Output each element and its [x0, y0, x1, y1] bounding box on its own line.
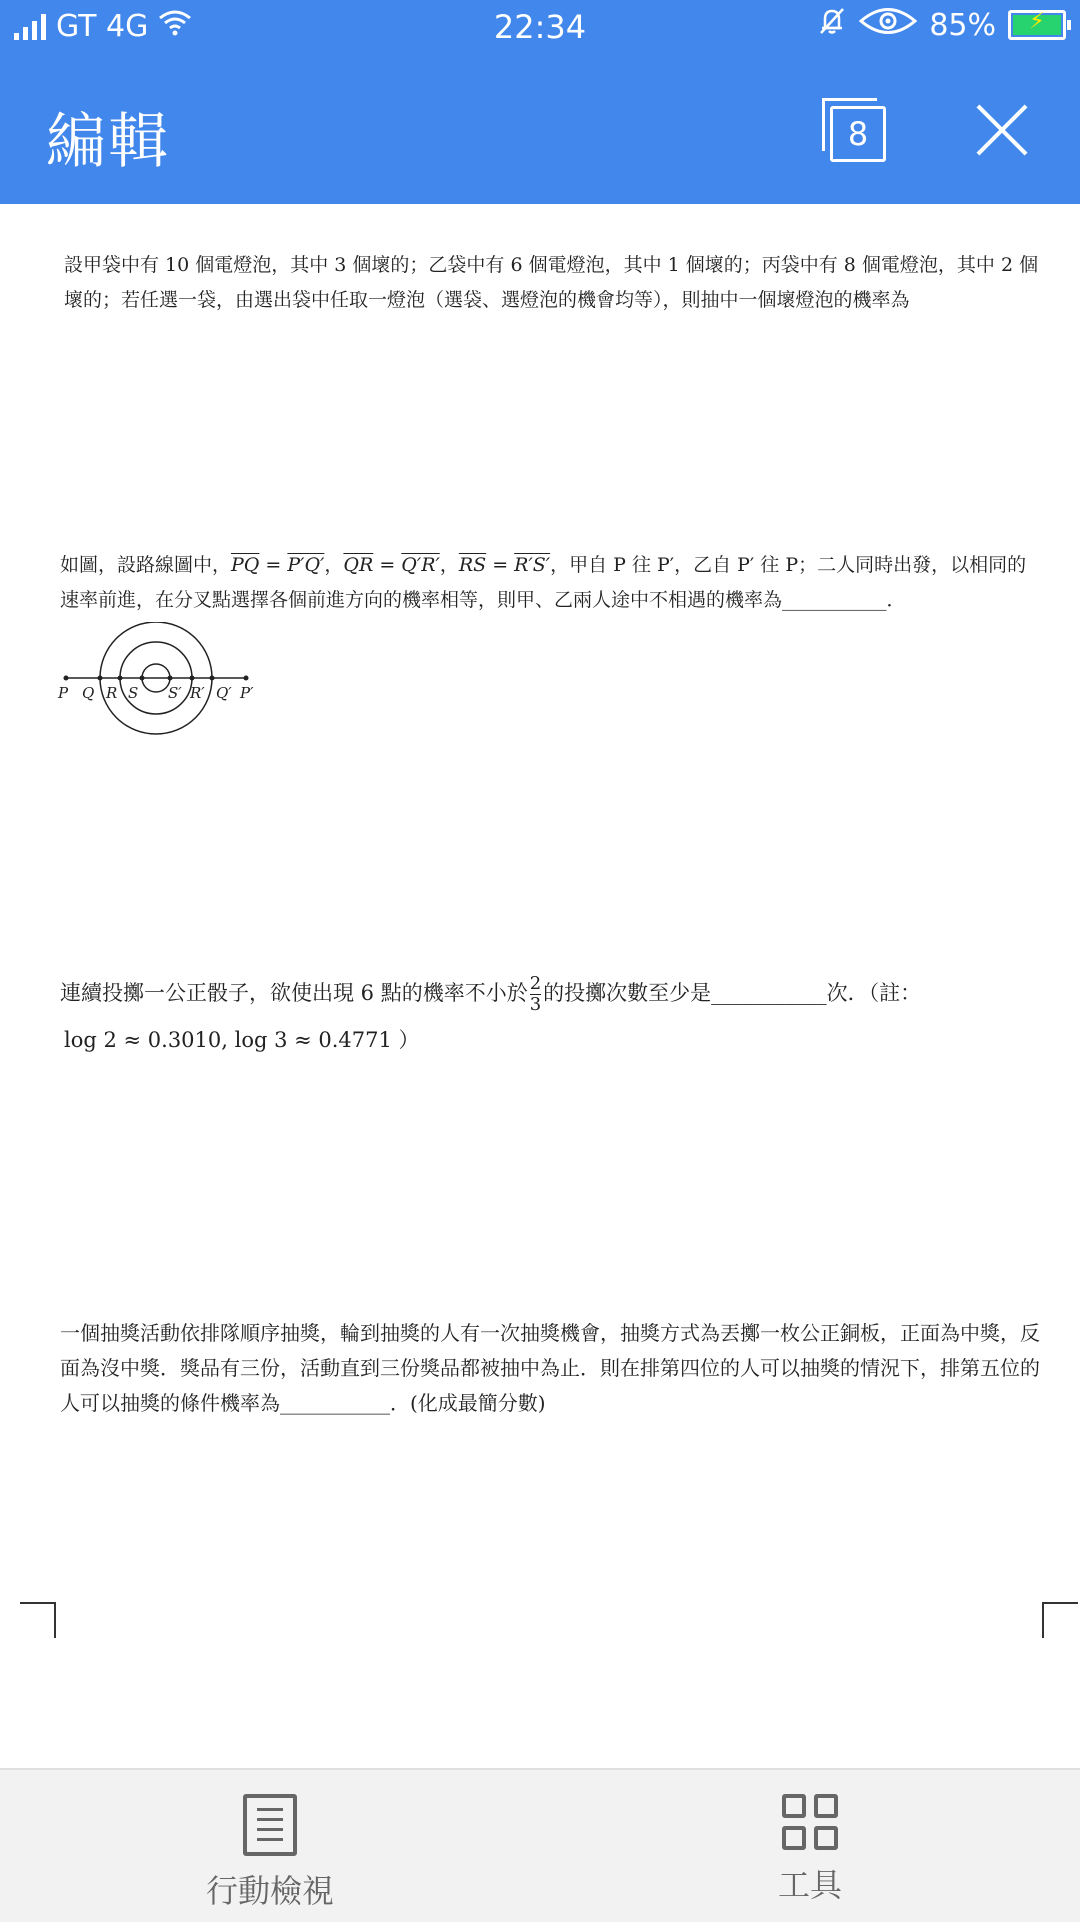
carrier-text: GT 4G [56, 8, 149, 44]
status-right [817, 6, 1066, 44]
page-count-label: 8 [830, 106, 886, 162]
question-4: 一個抽獎活動依排隊順序抽獎，輪到抽獎的人有一次抽獎機會，抽獎方式為丟擲一枚公正銅板，正面為中獎，反面為沒中獎．獎品有三份，活動直到三份獎品都被抽中為止．則在排第四位的人可以抽獎的情況下，排第五位的人可以抽獎的條件機率為___________．(化成最簡分數) [60, 1321, 1040, 1415]
label-r: R [106, 684, 118, 702]
tools-button[interactable] [740, 1794, 880, 1906]
status-bar [0, 0, 1080, 56]
question-2: 如圖，設路線圖中，$\overline{PQ} = P'Q'$，$\overline{QR} = Q'R'$，$\overline{RS} = R'S'$，甲自 P 往 P′，乙自 P′ 往 P；二人同時出發，以相同的速率前進，在分叉點選擇各個前進方向的機率相等，則甲、乙兩人途中不相遇的機率為___________． [60, 554, 1027, 611]
label-s: S [128, 684, 139, 702]
page-count-button[interactable] [822, 98, 882, 156]
q2-rs: $\overline{RS}$ [458, 554, 487, 576]
q2-qprp: Q′R′ [401, 554, 440, 576]
route-diagram [56, 622, 266, 742]
battery-text: 85% [929, 7, 996, 43]
fraction [530, 974, 541, 1015]
page-title: 編輯 [46, 107, 170, 177]
node-s [140, 676, 145, 681]
app-header [0, 56, 1080, 204]
question-1: 設甲袋中有 10 個電燈泡，其中 3 個壞的；乙袋中有 6 個電燈泡，其中 1 個壞的；丙袋中有 8 個電燈泡，其中 2 個壞的；若任選一袋，由選出袋中任取一燈泡（選袋、選燈泡的機會均等），則抽中一個壞燈泡的機率為 [64, 254, 1039, 311]
label-r-prime: R′ [190, 684, 205, 702]
q3-line-1 [60, 974, 1040, 1015]
node-p-prime [244, 676, 249, 681]
tools-label: 工具 [777, 1866, 842, 1904]
label-q: Q [82, 684, 95, 702]
q3-after: 的投擲次數至少是___________次．（註： [543, 981, 922, 1005]
q3-log-line: log 2 ≈ 0.3010, log 3 ≈ 0.4771 ） [64, 1028, 420, 1052]
node-r-prime [190, 676, 195, 681]
q2-rest: ，甲自 P 往 P′，乙自 P′ 往 P；二人同時出發，以相同的速率前進，在分叉點選擇各個前進方向的機率相等，則甲、乙兩人途中不相遇的機率為___________． [60, 554, 1027, 611]
node-r [118, 676, 123, 681]
label-p: P [58, 684, 69, 702]
node-q-prime [210, 676, 215, 681]
fraction-denominator: 3 [529, 994, 542, 1015]
route-diagram-svg [56, 622, 266, 738]
q2-pq: $\overline{PQ}$ [231, 554, 260, 576]
label-p-prime: P′ [240, 684, 254, 702]
page-corner-right [1042, 1602, 1078, 1638]
question-3 [60, 974, 1040, 1058]
close-icon[interactable] [974, 102, 1030, 158]
bottom-toolbar [0, 1768, 1080, 1922]
battery-icon: ⚡ [1008, 10, 1066, 40]
q2-qr: $\overline{QR}$ [343, 554, 374, 576]
clock: 22:34 [493, 8, 587, 46]
node-s-prime [168, 676, 173, 681]
mobile-view-button[interactable] [200, 1794, 340, 1912]
q2-intro: 如圖，設路線圖中， [60, 554, 232, 576]
fraction-numerator: 2 [529, 973, 542, 994]
mobile-view-label: 行動檢視 [205, 1872, 334, 1910]
node-q [98, 676, 103, 681]
document-lines-icon [243, 1794, 297, 1856]
label-q-prime: Q′ [216, 684, 232, 702]
page-corner-left [20, 1602, 56, 1638]
grid-icon [782, 1794, 838, 1850]
q2-ppqp: P′Q′ [287, 554, 325, 576]
eye-icon [859, 6, 917, 44]
q3-before: 連續投擲一公正骰子，欲使出現 6 點的機率不小於 [60, 981, 528, 1005]
q2-rpsp: R′S′ [514, 554, 551, 576]
label-s-prime: S′ [168, 684, 182, 702]
node-p [64, 676, 69, 681]
document-page[interactable] [0, 204, 1080, 1768]
bell-muted-icon [817, 6, 847, 44]
